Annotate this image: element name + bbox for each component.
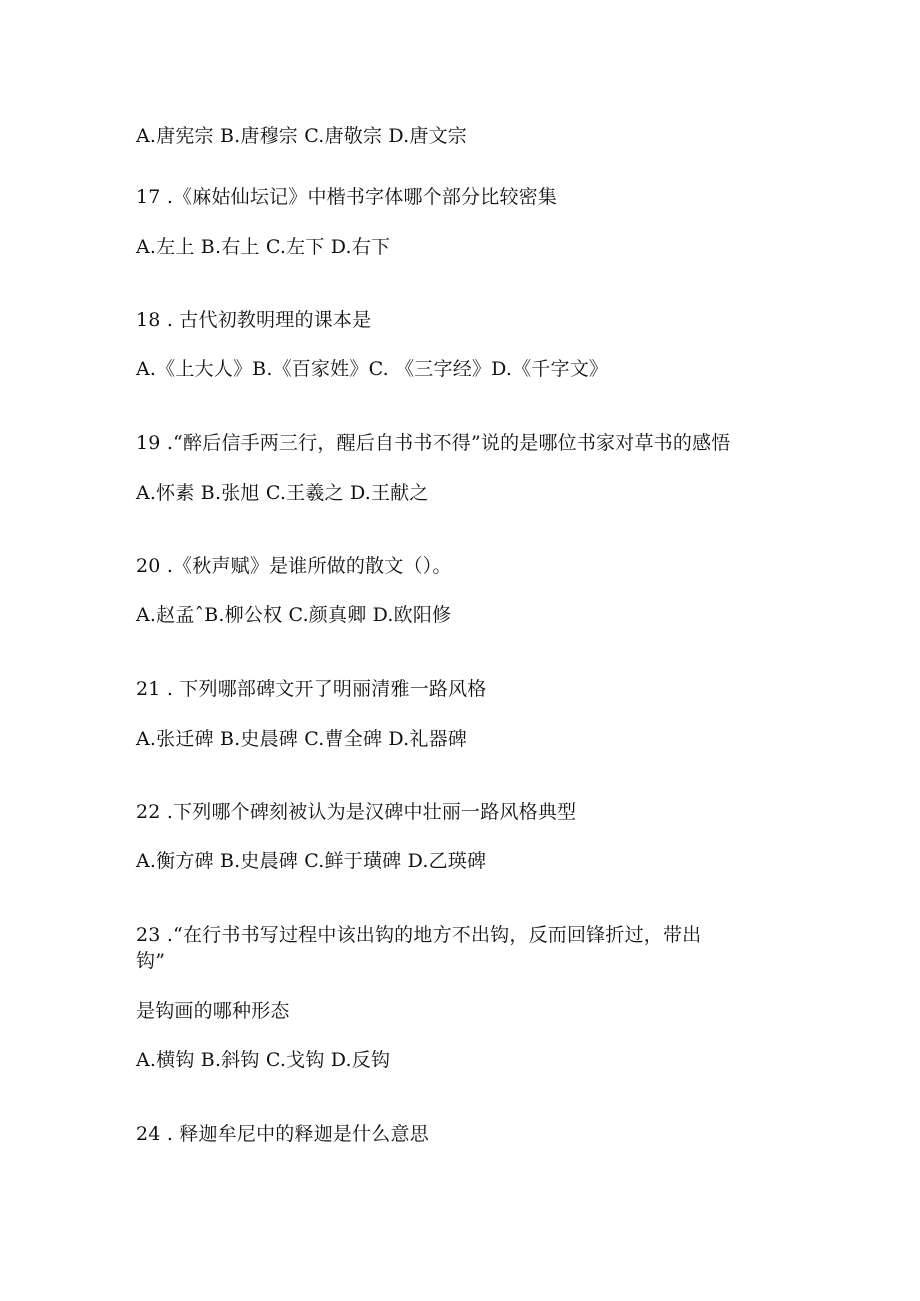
q20-options: A.赵孟ˆB.柳公权 C.颜真卿 D.欧阳修 (136, 604, 452, 626)
q21-question: 21 . 下列哪部碑文开了明丽清雅一路风格 (136, 678, 487, 700)
q17-options: A.左上 B.右上 C.左下 D.右下 (136, 236, 391, 258)
q21-options: A.张迁碑 B.史晨碑 C.曹全碑 D.礼器碑 (136, 728, 467, 750)
q19-options: A.怀素 B.张旭 C.王羲之 D.王献之 (136, 482, 429, 504)
q24-question: 24 . 释迦牟尼中的释迦是什么意思 (136, 1123, 429, 1145)
q18-options: A.《上大人》B.《百家姓》C. 《三字经》D.《千字文》 (136, 358, 609, 380)
q20-question: 20 .《秋声赋》是谁所做的散文（）。 (136, 555, 452, 577)
q17-question: 17 .《麻姑仙坛记》中楷书字体哪个部分比较密集 (136, 186, 558, 208)
q22-options: A.衡方碑 B.史晨碑 C.鲜于璜碑 D.乙瑛碑 (136, 850, 487, 872)
q23-question-line1: 23 .“在行书书写过程中该出钩的地方不出钩，反而回锋折过，带出 (136, 924, 702, 946)
q23-options: A.横钩 B.斜钩 C.戈钩 D.反钩 (136, 1049, 391, 1071)
q23-question-line2: 钩” (136, 950, 166, 972)
q19-question: 19 .“醉后信手两三行，醒后自书书不得”说的是哪位书家对草书的感悟 (136, 432, 731, 454)
q16-options: A.唐宪宗 B.唐穆宗 C.唐敬宗 D.唐文宗 (136, 125, 467, 147)
q23-question-line3: 是钩画的哪种形态 (136, 1000, 290, 1022)
q18-question: 18 . 古代初教明理的课本是 (136, 309, 372, 331)
q22-question: 22 .下列哪个碑刻被认为是汉碑中壮丽一路风格典型 (136, 801, 577, 823)
